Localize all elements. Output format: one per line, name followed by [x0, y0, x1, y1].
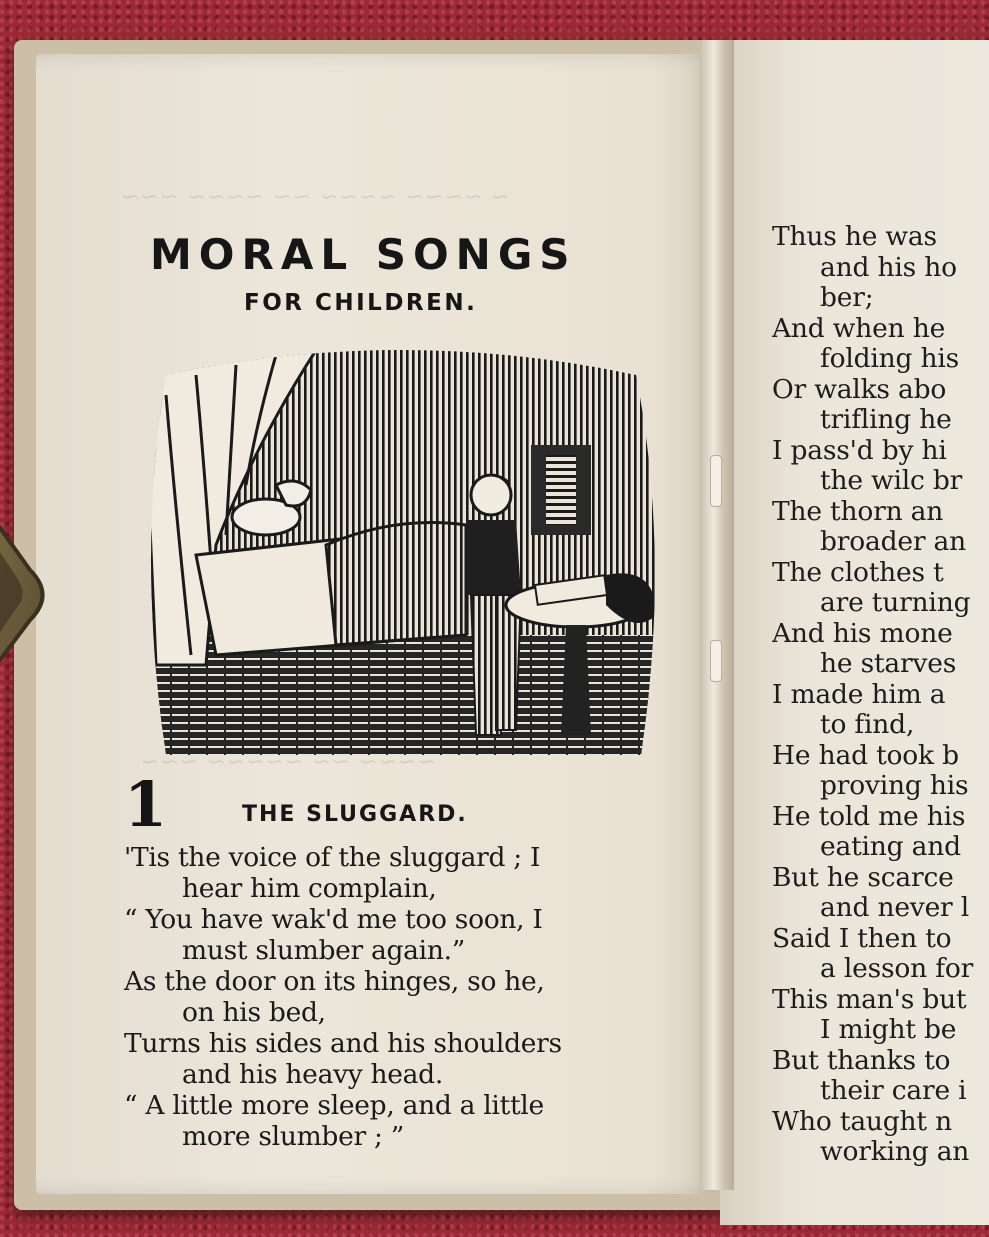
song-title: THE SLUGGARD. — [242, 802, 468, 827]
verse-line: hear him complain, — [182, 873, 437, 904]
verse-line: he starves — [820, 648, 957, 679]
verse-line: on his bed, — [182, 997, 326, 1028]
verse-line: The clothes t — [772, 556, 944, 588]
verse-line: must slumber again.” — [182, 935, 465, 966]
right-verse — [772, 222, 989, 1168]
verse-line: He told me his — [772, 800, 966, 832]
verse-line: a lesson for — [820, 953, 974, 984]
verse-line: I might be — [820, 1014, 957, 1045]
verse-line: folding his — [820, 343, 960, 374]
verse-line: Who taught n — [772, 1105, 952, 1137]
verse-line: 'Tis the voice of the sluggard ; I — [124, 842, 541, 873]
verse-line: and never l — [820, 892, 970, 923]
book-title: MORAL SONGS — [150, 230, 577, 279]
verse-line: And his mone — [772, 617, 953, 649]
verse-line: their care i — [820, 1075, 967, 1106]
left-verse — [124, 842, 684, 1152]
verse-line: Or walks abo — [772, 373, 947, 405]
binding-stitch — [710, 455, 722, 507]
book-gutter — [700, 40, 734, 1190]
verse-line: more slumber ; ” — [182, 1121, 404, 1152]
verse-line: I pass'd by hi — [772, 434, 947, 466]
verse-line: trifling he — [820, 404, 952, 435]
verse-line: Said I then to — [772, 922, 952, 954]
verse-line: And when he — [772, 312, 946, 344]
verse-line: ber; — [820, 282, 874, 313]
verse-line: eating and — [820, 831, 961, 862]
bleed-through-text: ~~~~ ~~ ~~~~~ ~~~ — [140, 750, 437, 775]
brass-clip-icon — [0, 360, 110, 820]
song-number: 1 — [124, 768, 168, 841]
verse-line: and his heavy head. — [182, 1059, 443, 1090]
verse-line: broader an — [820, 526, 966, 557]
verse-line: “ A little more sleep, and a little — [124, 1090, 544, 1121]
verse-line: The thorn an — [772, 495, 944, 527]
verse-line: As the door on its hinges, so he, — [124, 966, 545, 997]
verse-line: Turns his sides and his shoulders — [124, 1028, 562, 1059]
verse-line: to find, — [820, 709, 915, 740]
verse-line: working an — [820, 1136, 970, 1167]
book-subtitle: FOR CHILDREN. — [244, 290, 478, 316]
verse-line: This man's but — [772, 983, 967, 1015]
verse-line: are turning — [820, 587, 971, 618]
verse-line: But thanks to — [772, 1044, 951, 1076]
verse-line: But he scarce — [772, 861, 954, 893]
verse-line: He had took b — [772, 739, 959, 771]
bleed-through-text: ~ ~~~~ ~~~~ ~~ ~~~~ ~~~ — [120, 185, 510, 210]
verse-line: Thus he was — [772, 222, 937, 252]
verse-line: proving his — [820, 770, 969, 801]
binding-stitch — [710, 640, 722, 682]
verse-line: and his ho — [820, 251, 957, 283]
bedroom-engraving-icon — [136, 335, 666, 775]
verse-line: I made him a — [772, 678, 946, 710]
verse-line: “ You have wak'd me too soon, I — [124, 904, 543, 935]
verse-line: the wilc br — [820, 465, 963, 496]
